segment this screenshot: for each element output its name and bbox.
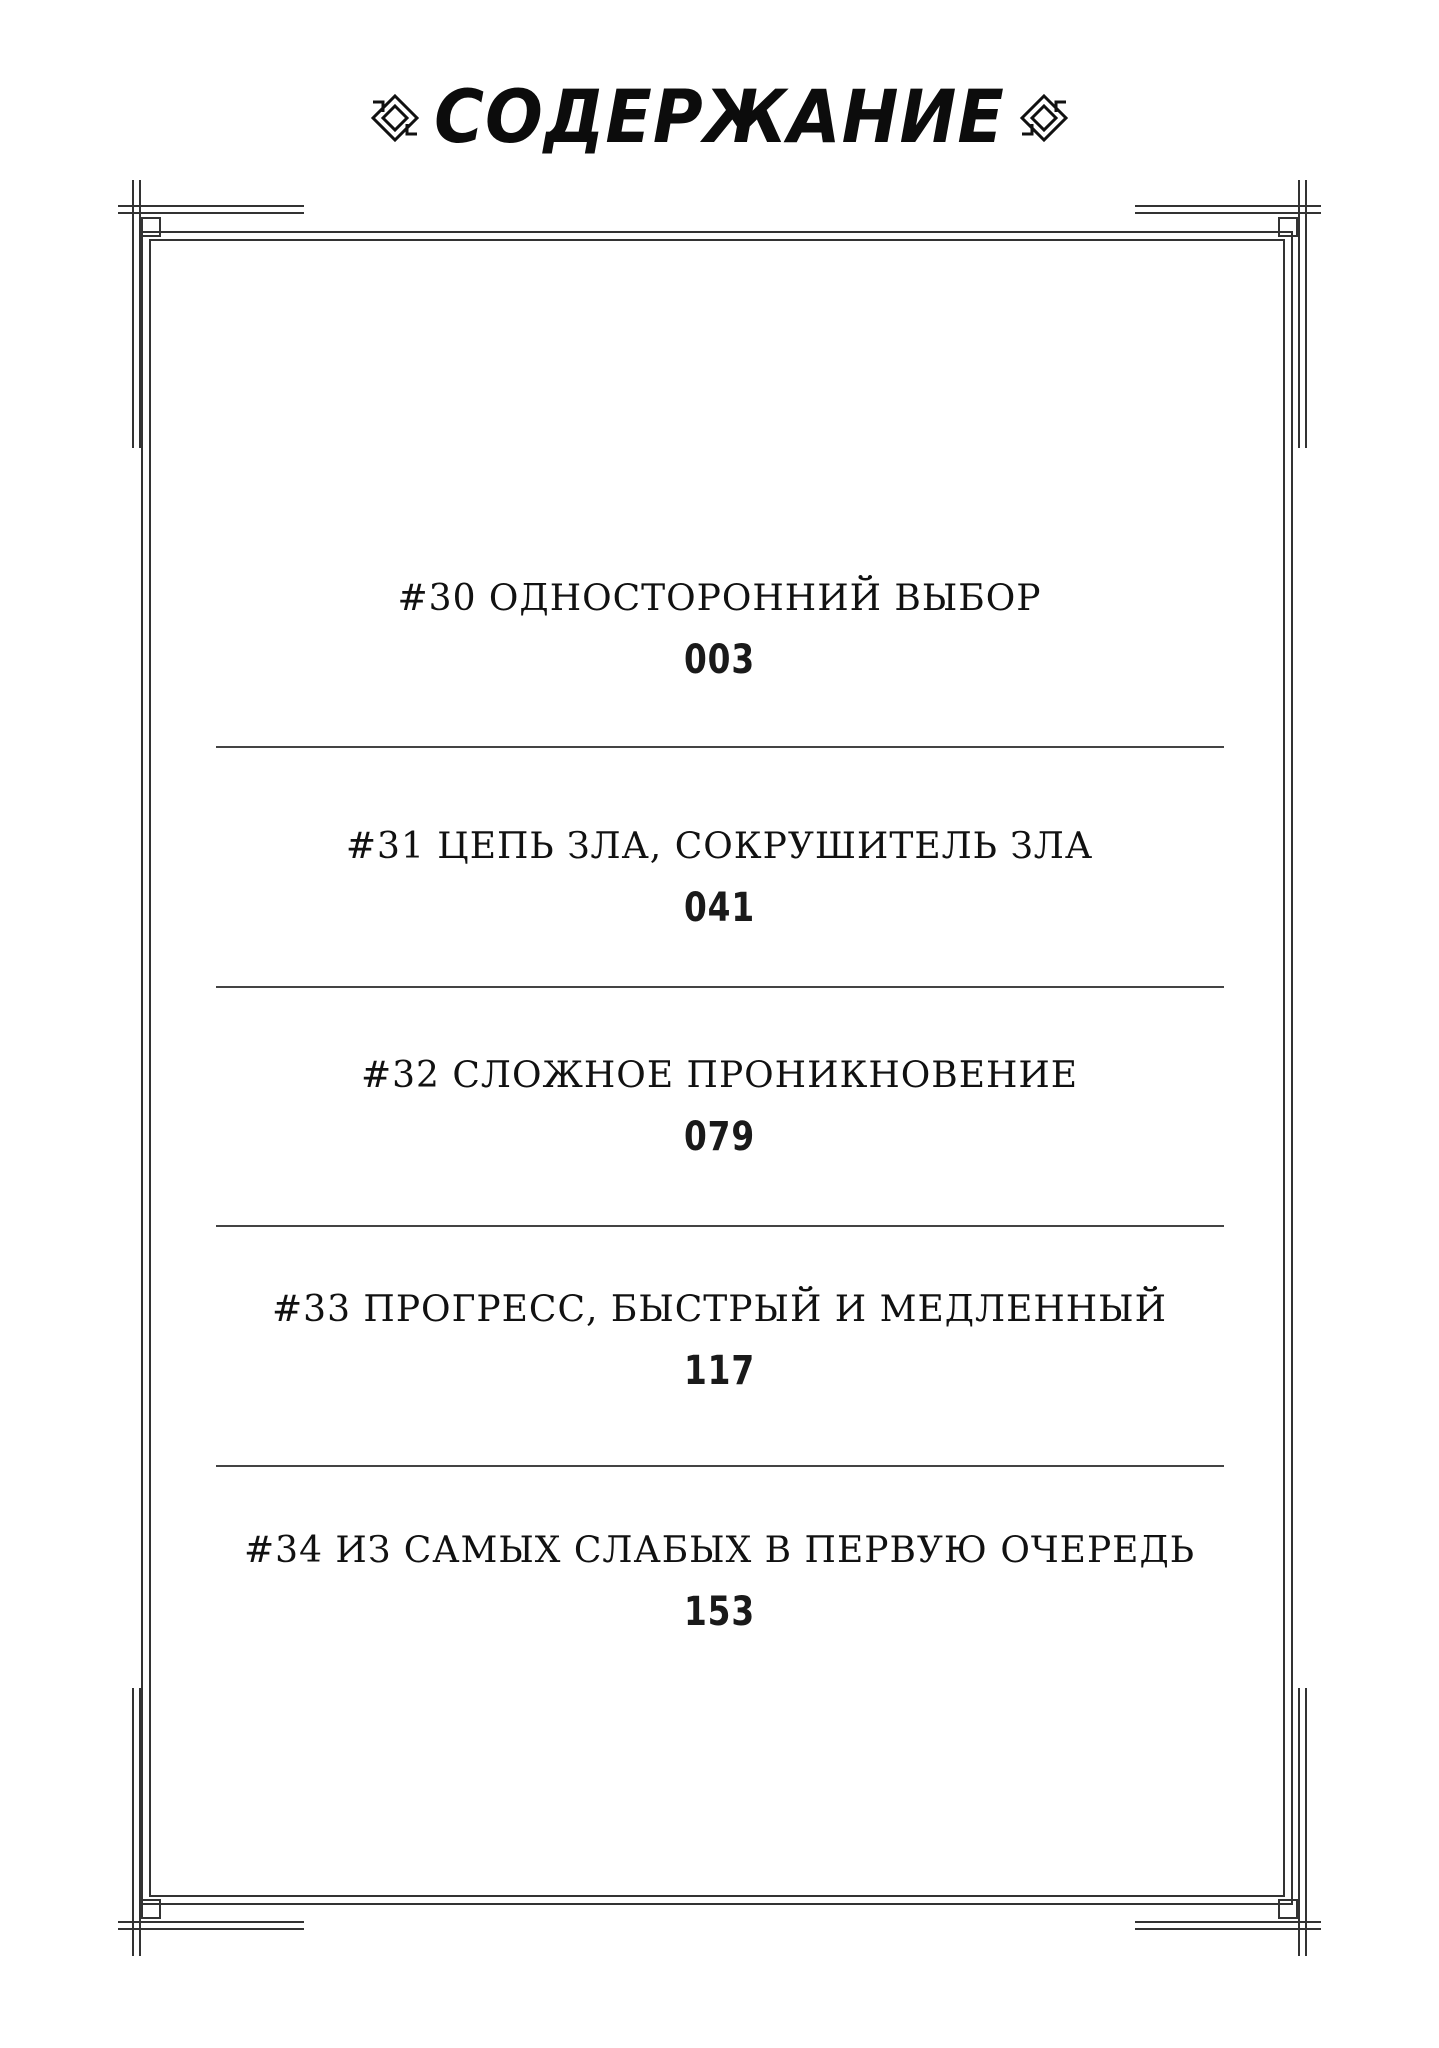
toc-entry-title: #32 СЛОЖНОЕ ПРОНИКНОВЕНИЕ [360, 1055, 1079, 1096]
divider [216, 746, 1224, 748]
toc-entry[interactable] [0, 1289, 1439, 1394]
toc-entry[interactable] [0, 826, 1439, 931]
toc-entry-title: #33 ПРОГРЕСС, БЫСТРЫЙ И МЕДЛЕННЫЙ [272, 1289, 1167, 1330]
toc-entry-page: 041 [684, 885, 755, 931]
page-title: СОДЕРЖАНИЕ [434, 74, 1005, 161]
toc-entry-page: 153 [684, 1589, 755, 1635]
toc-entry[interactable] [0, 1055, 1439, 1160]
toc-entry[interactable] [0, 1530, 1439, 1635]
toc-entry-page: 079 [684, 1114, 755, 1160]
toc-entry-page: 117 [684, 1348, 755, 1394]
toc-entry[interactable] [0, 578, 1439, 683]
toc-entry-title: #34 ИЗ САМЫХ СЛАБЫХ В ПЕРВУЮ ОЧЕРЕДЬ [244, 1530, 1195, 1571]
toc-entry-title: #30 ОДНОСТОРОННИЙ ВЫБОР [397, 578, 1042, 619]
divider [216, 1465, 1224, 1467]
divider [216, 1225, 1224, 1227]
divider [216, 986, 1224, 988]
toc-entry-title: #31 ЦЕПЬ ЗЛА, СОКРУШИТЕЛЬ ЗЛА [345, 826, 1094, 867]
toc-entry-page: 003 [684, 637, 755, 683]
